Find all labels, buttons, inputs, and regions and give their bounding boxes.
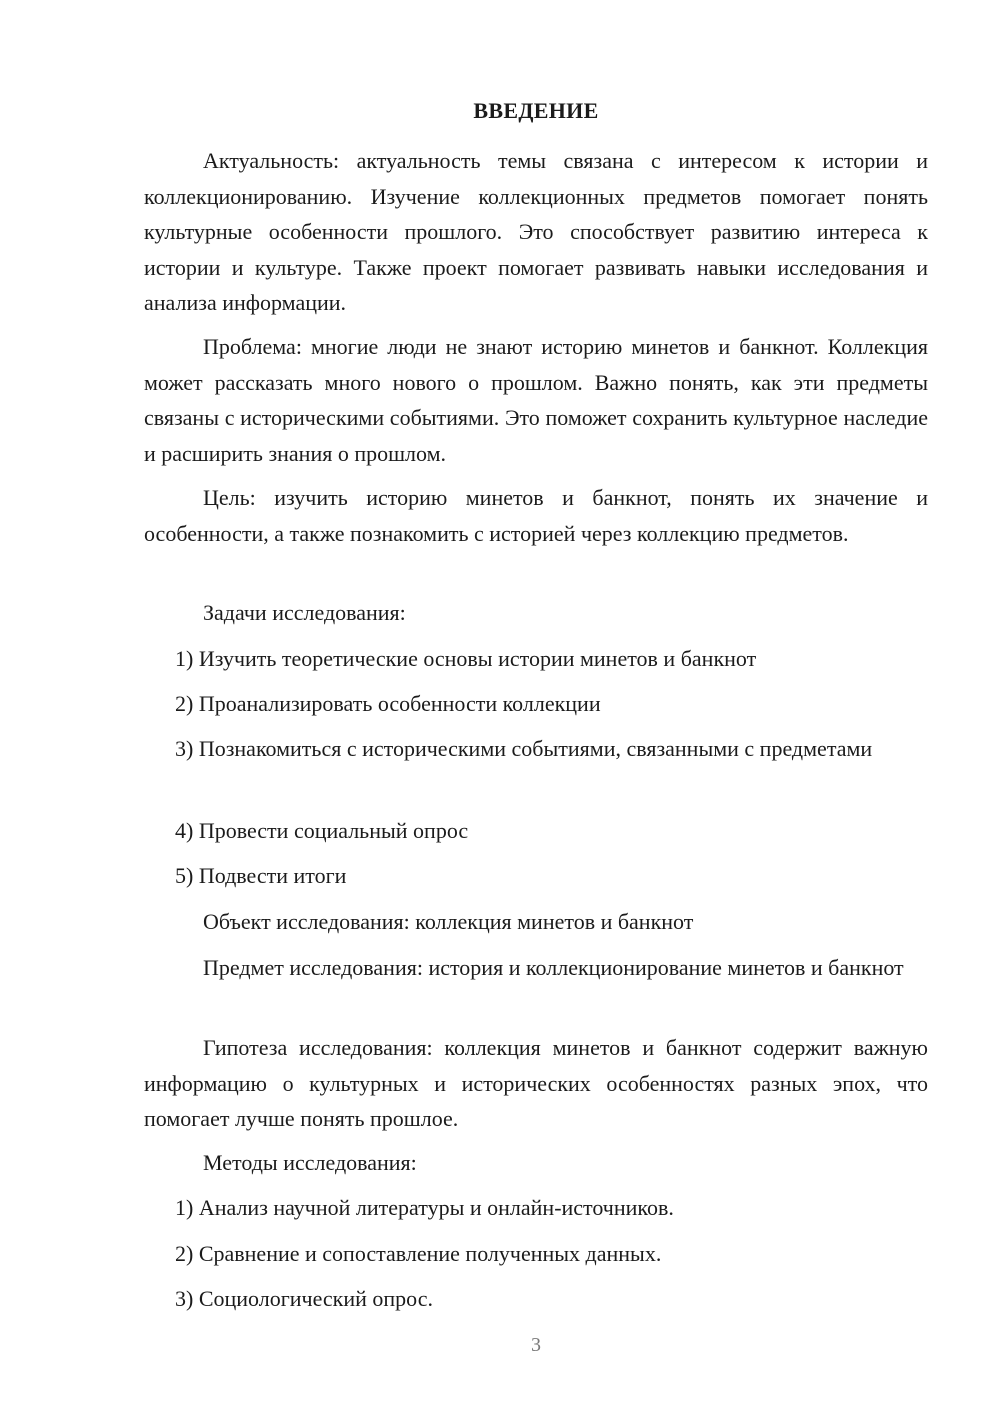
method-item-1: 1) Анализ научной литературы и онлайн-источников. — [175, 1195, 674, 1220]
task-item-3: 3) Познакомиться с историческими событиями, связанными с предметами — [175, 736, 873, 761]
paragraph-subject: Предмет исследования: история и коллекционирование минетов и банкнот — [203, 955, 904, 980]
task-item-1: 1) Изучить теоретические основы истории минетов и банкнот — [175, 646, 757, 671]
method-item-2: 2) Сравнение и сопоставление полученных данных. — [175, 1241, 662, 1266]
tasks-title: Задачи исследования: — [203, 600, 406, 625]
method-item-3: 3) Социологический опрос. — [175, 1286, 433, 1311]
paragraph-object: Объект исследования: коллекция минетов и банкнот — [203, 909, 694, 934]
task-item-4: 4) Провести социальный опрос — [175, 818, 469, 843]
paragraph-relevance: Актуальность: актуальность темы связана с интересом к истории и коллекционированию. Изучение коллекционных предметов помогает понять культурные особенности прошлого. Это способствует развитию интереса к истории и культуре. Также проект помогает развивать навыки исследования и анализа информации. — [144, 148, 928, 315]
task-item-2: 2) Проанализировать особенности коллекции — [175, 691, 601, 716]
task-item-5: 5) Подвести итоги — [175, 863, 347, 888]
paragraph-problem: Проблема: многие люди не знают историю минетов и банкнот. Коллекция может рассказать много нового о прошлом. Важно понять, как эти предметы связаны с историческими событиями. Это поможет сохранить культурное наследие и расширить знания о прошлом. — [144, 334, 928, 466]
methods-title: Методы исследования: — [203, 1150, 417, 1175]
page-heading: ВВЕДЕНИЕ — [473, 98, 599, 123]
page-number: 3 — [531, 1334, 541, 1356]
paragraph-hypothesis: Гипотеза исследования: коллекция минетов и банкнот содержит важную информацию о культурных и исторических особенностях разных эпох, что помогает лучше понять прошлое. — [144, 1035, 928, 1131]
paragraph-goal: Цель: изучить историю минетов и банкнот, понять их значение и особенности, а также познакомить с историей через коллекцию предметов. — [144, 485, 928, 546]
